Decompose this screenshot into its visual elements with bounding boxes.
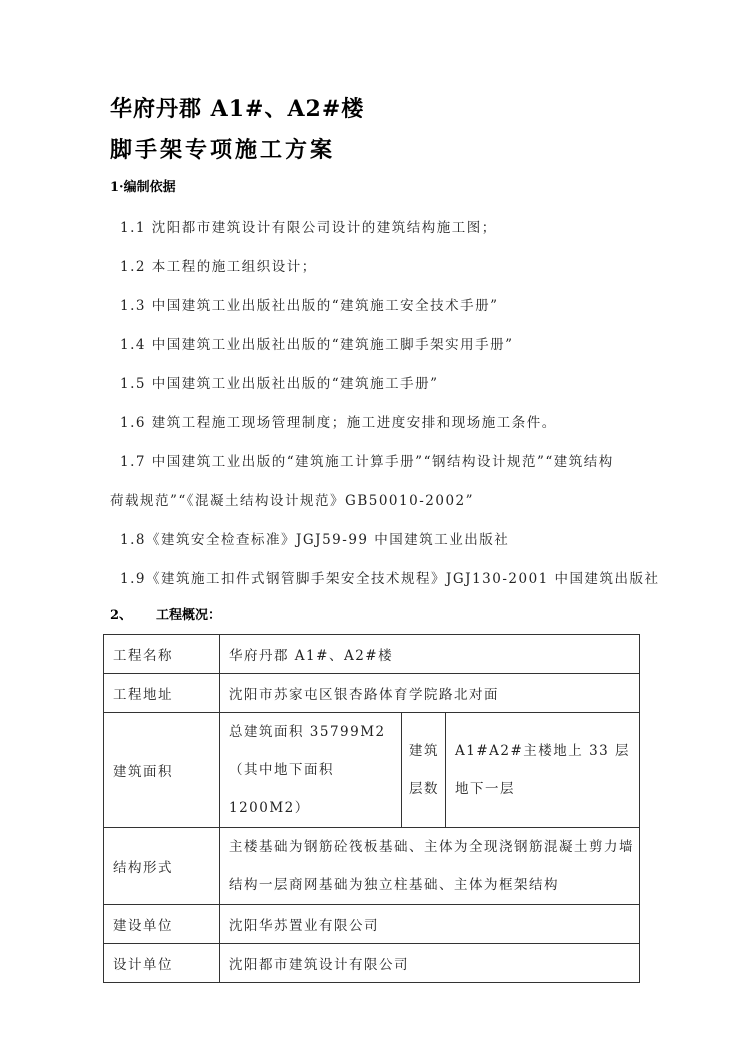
document-title-line2: 脚手架专项施工方案 <box>110 137 336 163</box>
floors-above-text: A1#A2#主楼地上 33 层 <box>455 743 631 759</box>
table-row <box>104 905 640 944</box>
building-area-label: 建筑面积 <box>104 713 220 828</box>
floors-label-line2: 层数 <box>409 781 439 797</box>
project-overview-table <box>103 634 640 983</box>
total-area-text: 总建筑面积 35799M2 <box>229 724 386 740</box>
section2-number: 2、 <box>110 608 133 623</box>
floors-value <box>446 713 640 828</box>
basis-item: 1.5 中国建筑工业出版社出版的“建筑施工手册” <box>120 376 439 392</box>
floors-label-line1: 建筑 <box>409 743 439 759</box>
floors-label <box>402 713 446 828</box>
table-row <box>104 944 640 983</box>
basis-item-continuation: 荷载规范”“《混凝土结构设计规范》GB50010-2002” <box>110 493 475 509</box>
project-name-value: 华府丹郡 A1#、A2#楼 <box>220 635 640 674</box>
structure-line2: 结构一层商网基础为独立柱基础、主体为框架结构 <box>229 877 559 893</box>
document-title-line1: 华府丹郡 A1#、A2#楼 <box>110 96 365 122</box>
basis-item: 1.1 沈阳都市建筑设计有限公司设计的建筑结构施工图； <box>120 220 497 236</box>
basis-item: 1.9《建筑施工扣件式钢管脚手架安全技术规程》JGJ130-2001 中国建筑出版社 <box>120 571 660 587</box>
table-row <box>104 713 640 828</box>
basis-item: 1.4 中国建筑工业出版社出版的“建筑施工脚手架实用手册” <box>120 337 514 353</box>
section1-heading: 1·编制依据 <box>110 180 176 195</box>
table-row <box>104 674 640 713</box>
developer-label: 建设单位 <box>104 905 220 944</box>
designer-value: 沈阳都市建筑设计有限公司 <box>220 944 640 983</box>
project-address-label: 工程地址 <box>104 674 220 713</box>
table-row <box>104 635 640 674</box>
underground-area-text: （其中地下面积 1200M2） <box>229 762 334 816</box>
basis-item: 1.2 本工程的施工组织设计； <box>120 259 317 275</box>
structure-line1: 主楼基础为钢筋砼筏板基础、主体为全现浇钢筋混凝土剪力墙 <box>229 839 634 855</box>
developer-value: 沈阳华苏置业有限公司 <box>220 905 640 944</box>
building-area-value <box>220 713 402 828</box>
basis-item: 1.6 建筑工程施工现场管理制度；施工进度安排和现场施工条件。 <box>120 415 557 431</box>
basis-item: 1.7 中国建筑工业出版的“建筑施工计算手册”“钢结构设计规范”“建筑结构 <box>120 454 614 470</box>
project-name-label: 工程名称 <box>104 635 220 674</box>
basis-item: 1.8《建筑安全检查标准》JGJ59-99 中国建筑工业出版社 <box>120 532 510 548</box>
structure-value <box>220 828 640 905</box>
section2-title: 工程概况： <box>156 608 222 623</box>
project-address-value: 沈阳市苏家屯区银杏路体育学院路北对面 <box>220 674 640 713</box>
table-row <box>104 828 640 905</box>
basis-item: 1.3 中国建筑工业出版社出版的“建筑施工安全技术手册” <box>120 298 499 314</box>
structure-label: 结构形式 <box>104 828 220 905</box>
section2-heading <box>110 604 221 623</box>
floors-below-text: 地下一层 <box>455 781 515 797</box>
designer-label: 设计单位 <box>104 944 220 983</box>
